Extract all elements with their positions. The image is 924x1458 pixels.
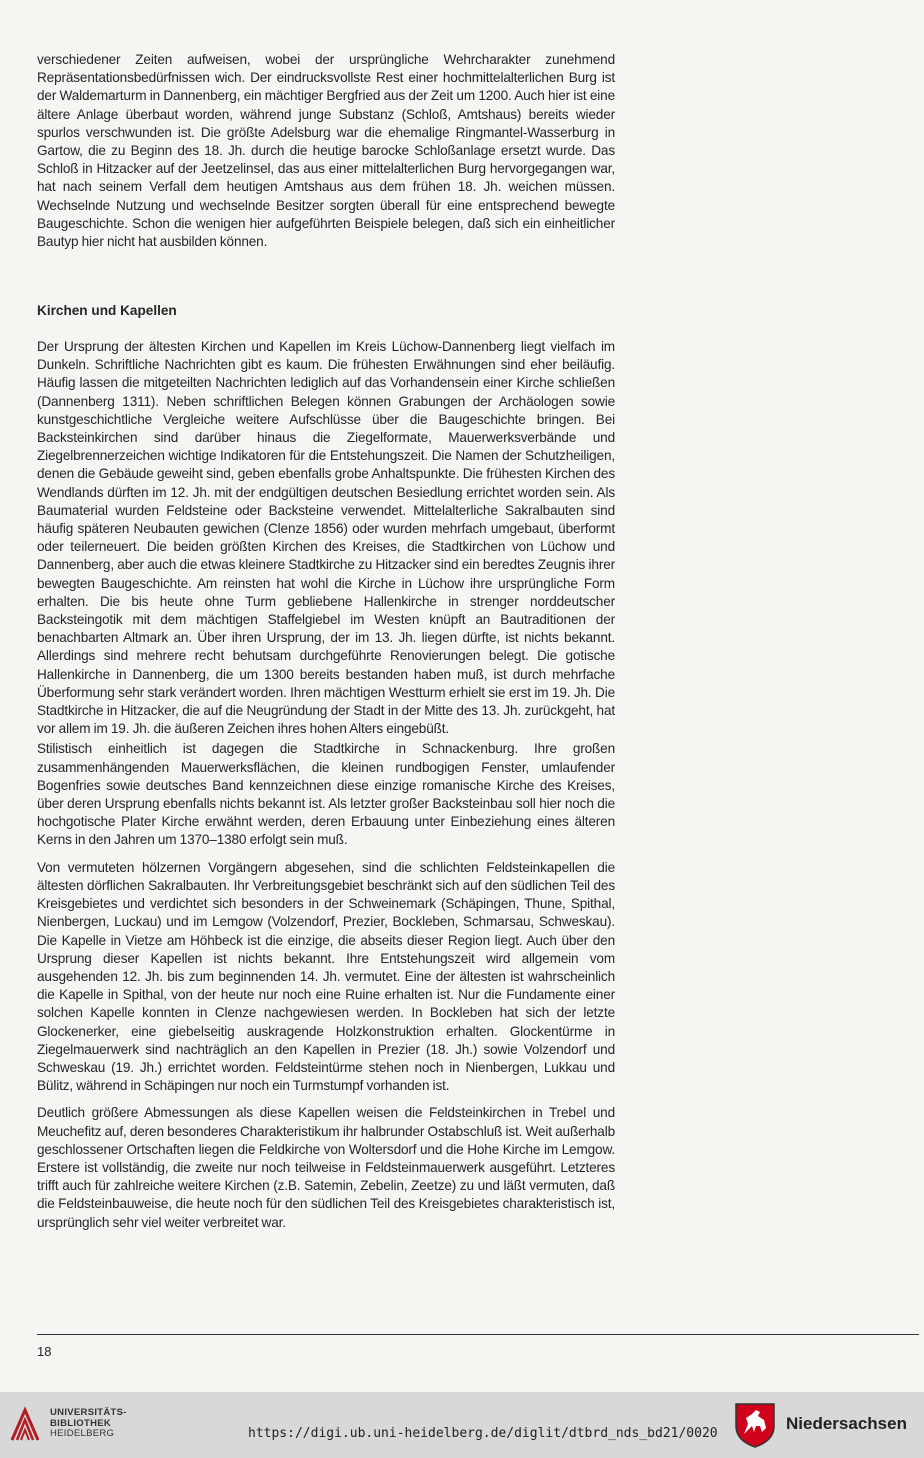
state-name: Niedersachsen [786,1414,907,1433]
text-column-churches [37,338,615,1232]
paragraph-schnackenburg: Stilistisch einheitlich ist dagegen die Stadtkirche in Schnackenburg. Ihre großen zusammenhängenden Mauerwerksflächen, die kleinen rundbogigen Fenster, umlaufender Bogenfries sowie deutsches Band kennzeichnen diese einzige romanische Kirche des Kreises, über deren Ursprung ebenfalls nichts bekannt ist. Als letzter großer Backsteinbau soll hier noch die hochgotische Plater Kirche erwähnt werden, deren Erbauung unter Einbeziehung eines älteren Kerns in den Jahren um 1370–1380 erfolgt sein muß. [37,741,615,848]
permalink-url[interactable]: https://digi.ub.uni-heidelberg.de/diglit/dtbrd_nds_bd21/0020 [248,1426,718,1441]
lower-saxony-horse-shield-icon[interactable] [734,1402,776,1448]
library-line-1: UNIVERSITÄTS- [50,1407,127,1418]
footer-rule [37,1334,919,1335]
paragraph-fieldstone-churches: Deutlich größere Abmessungen als diese Kapellen weisen die Feldsteinkirchen in Trebel und Meuchefitz auf, deren besonderes Charakteristikum ihr halbrunder Ostabschluß ist. Weit außerhalb geschlossener Ortschaften liegen die Feldkirche von Woltersdorf und die Hohe Kirche im Lemgow. Erstere ist vollständig, die zweite nur noch teilweise in Feldsteinmauerwerk ausgeführt. Letzteres trifft auch für zahlreiche weitere Kirchen (z.B. Satemin, Zebelin, Zeetze) zu und läßt vermuten, daß die Feldsteinbauweise, die heute noch für den südlichen Teil des Kreisgebietes charakteristisch ist, ursprünglich sehr viel weiter verbreitet war. [37,1105,615,1230]
viewer-footer [0,1392,924,1458]
university-library-logo-icon[interactable] [8,1406,42,1442]
paragraph-origins: Der Ursprung der ältesten Kirchen und Kapellen im Kreis Lüchow-Dannenberg liegt vielfach im Dunkeln. Schriftliche Nachrichten gibt es kaum. Die frühesten Erwähnungen sind eher beiläufig. Häufig lassen die mitgeteilten Nachrichten lediglich auf das Vorhandensein einer Kirche schließen (Dannenberg 1311). Neben schriftlichen Belegen können Grabungen der Archäologen sowie kunstgeschichtliche Vergleiche weitere Aufschlüsse über die Baugeschichte bringen. Bei Backsteinkirchen sind darüber hinaus die Ziegelformate, Mauerwerksverbände und Ziegelbrennerzeichen wichtige Indikatoren für die Entstehungszeit. Die Namen der Schutzheiligen, denen die Gebäude geweiht sind, geben ebenfalls grobe Anhaltspunkte. Die frühesten Kirchen des Wendlands dürften im 12. Jh. mit der endgültigen deutschen Besiedlung errichtet worden sein. Als Baumaterial wurden Feldsteine oder Backsteine verwendet. Mittelalterliche Sakralbauten sind häufig späteren Neubauten gewichen (Clenze 1856) oder wurden mehrfach umgebaut, überformt oder teilerneuert. Die beiden größten Kirchen des Kreises, die Stadtkirchen von Lüchow und Dannenberg, aber auch die etwas kleinere Stadtkirche zu Hitzacker sind ein beredtes Zeugnis ihrer bewegten Baugeschichte. Am reinsten hat wohl die Kirche in Lüchow ihre ursprüngliche Form erhalten. Die bis heute ohne Turm gebliebene Hallenkirche in strenger norddeutscher Backsteingotik mit dem mächtigen Staffelgiebel im Westen knüpft an Bautraditionen der benachbarten Altmark an. Über ihren Ursprung, der im 13. Jh. liegen dürfte, ist nichts bekannt. Allerdings sind mehrere recht behutsam durchgeführte Renovierungen belegt. Die gotische Hallenkirche in Dannenberg, die um 1300 bereits bestanden haben muß, ist durch mehrfache Überformung sehr stark verändert worden. Ihren mächtigen Westturm erhielt sie erst im 19. Jh. Die Stadtkirche in Hitzacker, die auf die Neugründung der Stadt in der Mitte des 13. Jh. zurückgeht, hat vor allem im 19. Jh. die äußeren Zeichen ihres hohen Alters eingebüßt. [37,339,615,737]
section-heading: Kirchen und Kapellen [37,303,177,318]
section-churches [37,302,615,320]
paragraph-chapels: Von vermuteten hölzernen Vorgängern abgesehen, sind die schlichten Feldsteinkapellen die ältesten dörflichen Sakralbauten. Ihr Verbreitungsgebiet beschränkt sich auf den südlichen Teil des Kreisgebietes und verdichtet sich besonders in der Schweinemark (Schäpingen, Thune, Spithal, Nienbergen, Luckau) und im Lemgow (Volzendorf, Prezier, Bockleben, Schmarsau, Schweskau). Die Kapelle in Vietze am Höhbeck ist die einzige, die abseits dieser Region liegt. Auch über den Ursprung dieser Kapellen ist nichts bekannt. Ihre Entstehungszeit wird allgemein vom ausgehenden 12. Jh. bis zum beginnenden 14. Jh. vermutet. Eine der ältesten ist wahrscheinlich die Kapelle in Spithal, von der heute nur noch eine Ruine erhalten ist. Nur die Fundamente einer solchen Kapelle konnten in Clenze nachgewiesen werden. In Bockleben hat sich der letzte Glockenerker, eine giebelseitig auskragende Holzkonstruktion erhalten. Glockentürme in Ziegelmauerwerk sind nachträglich an den Kapellen in Prezier (18. Jh.) sowie Volzendorf und Schweskau (19. Jh.) errichtet worden. Feldsteintürme stehen noch in Nienbergen, Lukkau und Bülitz, während in Schäpingen nur noch ein Turmstumpf vorhanden ist. [37,859,615,1094]
university-library-name[interactable] [50,1408,127,1440]
library-line-2: BIBLIOTHEK [50,1417,112,1429]
page-number: 18 [37,1344,52,1359]
text-column-top [37,51,615,251]
library-line-3: HEIDELBERG [50,1428,115,1439]
paragraph-castles: verschiedener Zeiten aufweisen, wobei der ursprüngliche Wehrcharakter zunehmend Repräsentationsbedürfnissen wich. Der eindrucksvollste Rest einer hochmittelalterlichen Burg ist der Waldemarturm in Dannenberg, ein mächtiger Bergfried aus der Zeit um 1200. Auch hier ist eine ältere Anlage überbaut worden, während junge Substanz (Schloß, Amtshaus) bereits wieder spurlos verschwunden ist. Die größte Adelsburg war die ehemalige Ringmantel-Wasserburg in Gartow, die zu Beginn des 18. Jh. durch die heutige barocke Schloßanlage ersetzt wurde. Das Schloß in Hitzacker auf der Jeetzelinsel, das aus einer mittelalterlichen Burg hervorgegangen war, hat nach seinem Verfall dem heutigen Amtshaus aus dem frühen 18. Jh. weichen müssen. Wechselnde Nutzung und wechselnde Besitzer sorgten überall für eine entsprechend bewegte Baugeschichte. Schon die wenigen hier aufgeführten Beispiele belegen, daß sich ein einheitlicher Bautyp hier nicht hat ausbilden können. [37,52,615,250]
